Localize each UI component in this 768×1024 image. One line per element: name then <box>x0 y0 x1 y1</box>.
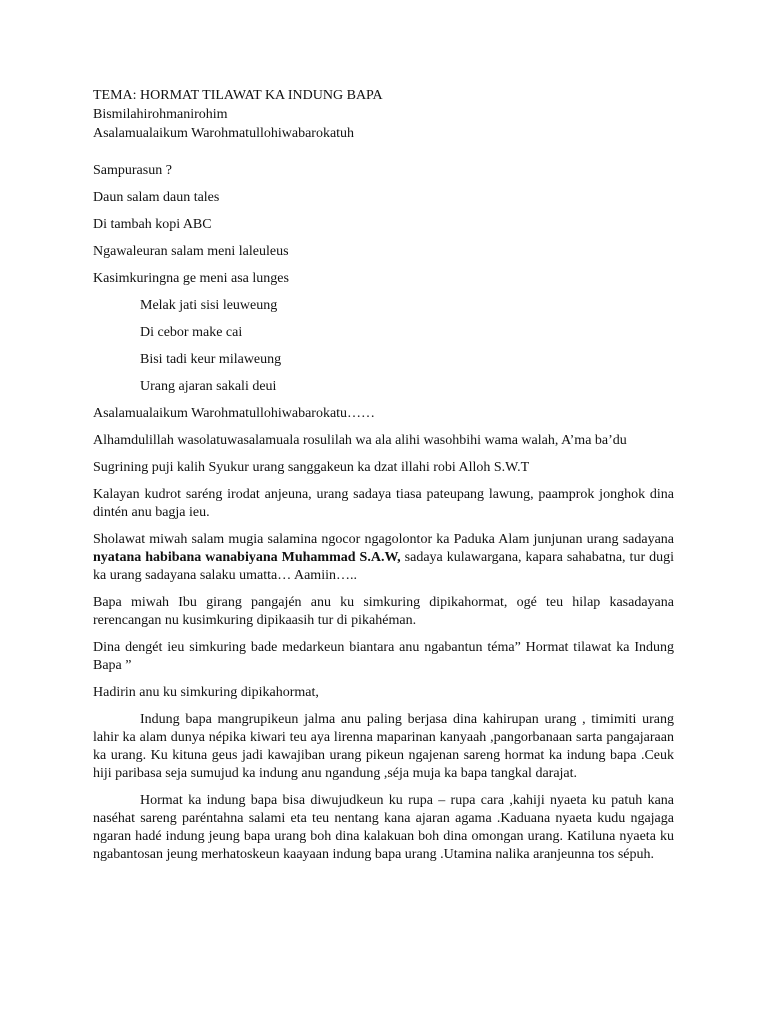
pantun-line: Kasimkuringna ge meni asa lunges <box>93 271 289 286</box>
document-body <box>93 86 674 864</box>
opening-salam: Asalamualaikum Warohmatullohiwabarokatuh <box>93 126 355 141</box>
hadirin-line: Hadirin anu ku simkuring dipikahormat, <box>93 685 319 700</box>
sholawat-text-end: sadaya kulawargana, kapara sahabatna, tur dugi ka urang sadayana salaku umatta… Aamiin….. <box>93 550 675 583</box>
theme-intro-paragraph: Dina dengét ieu simkuring bade medarkeun biantara anu ngabantun téma” Hormat tilawat ka Indung Bapa ” <box>93 640 674 673</box>
theme-title: TEMA: HORMAT TILAWAT KA INDUNG BAPA <box>93 88 383 103</box>
pantun-indented-line: Urang ajaran sakali deui <box>140 379 277 394</box>
pantun-line: Sampurasun ? <box>93 163 172 178</box>
second-salam: Asalamualaikum Warohmatullohiwabarokatu…… <box>93 406 376 421</box>
pantun-indented-line: Bisi tadi keur milaweung <box>140 352 282 367</box>
greeting-paragraph: Bapa miwah Ibu girang pangajén anu ku simkuring dipikahormat, ogé teu hilap kasadayana rerencangan nu kusimkuring dipikaasih tur di pikahéman. <box>93 595 674 628</box>
sholawat-text-start: Sholawat miwah salam mugia salamina ngocor ngagolontor ka Paduka Alam junjunan urang sadayana <box>93 532 674 547</box>
pantun-line: Ngawaleuran salam meni laleuleus <box>93 244 289 259</box>
pantun-indented-line: Di cebor make cai <box>140 325 243 340</box>
body-paragraph-2: Hormat ka indung bapa bisa diwujudkeun ku rupa – rupa cara ,kahiji nyaeta ku patuh kana naséhat sareng paréntahna salami eta teu nentang kana ajaran agama .Kaduana nyaeta kudu ngajaga ngaran hadé indung jeung bapa urang boh dina kalakuan boh dina omongan urang. Katiluna nyaeta ku ngabantosan jeung merhatoskeun kaayaan indung bapa urang .Utamina nalika aranjeunna tos sépuh. <box>93 793 674 862</box>
bismillah-line: Bismilahirohmanirohim <box>93 107 228 122</box>
syukur-paragraph: Sugrining puji kalih Syukur urang sanggakeun ka dzat illahi robi Alloh S.W.T <box>93 460 530 475</box>
pantun-indented-line: Melak jati sisi leuweung <box>140 298 278 313</box>
pantun-line: Daun salam daun tales <box>93 190 220 205</box>
sholawat-bold-text: nyatana habibana wanabiyana Muhammad S.A.W, <box>93 550 401 565</box>
body-paragraph-1: Indung bapa mangrupikeun jalma anu paling berjasa dina kahirupan urang , timimiti urang lahir ka alam dunya népika kiwari teu aya lirenna maparinan kanyaah ,pangorbanaan sarta pangajaraan ka urang. Ku kituna geus jadi kawajiban urang pikeun ngajenan sareng hormat ka indung bapa .Ceuk hiji paribasa seja sumujud ka indung anu ngandung ,séja muja ka bapa tangkal darajat. <box>93 712 674 781</box>
sholawat-paragraph <box>93 531 674 585</box>
kalayan-paragraph: Kalayan kudrot saréng irodat anjeuna, urang sadaya tiasa pateupang lawung, paamprok jonghok dina dintén anu bagja ieu. <box>93 487 674 520</box>
hamdalah-paragraph: Alhamdulillah wasolatuwasalamuala rosulilah wa ala alihi wasohbihi wama walah, A’ma ba’du <box>93 433 627 448</box>
pantun-line: Di tambah kopi ABC <box>93 217 212 232</box>
